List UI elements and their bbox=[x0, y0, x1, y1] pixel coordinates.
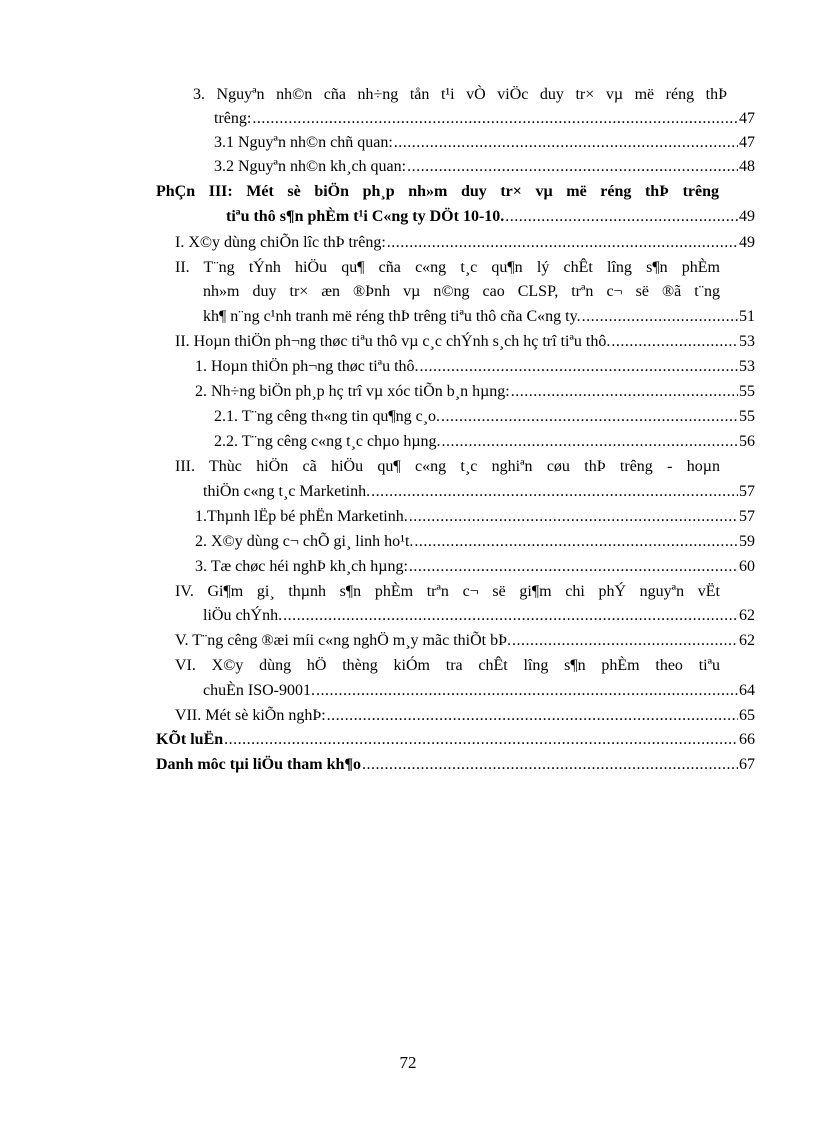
toc-entry-text: 2. X©y dùng c¬ chÕ gi¸ linh ho¹t. bbox=[195, 533, 414, 550]
toc-page-number: 62 bbox=[739, 632, 755, 649]
toc-entry-text: Danh môc tµi liÖu tham kh¶o bbox=[156, 756, 361, 773]
toc-entry-causes-heading-cont bbox=[214, 107, 755, 131]
dot-leader bbox=[512, 629, 738, 653]
dot-leader bbox=[371, 480, 738, 504]
toc-entry-sales-promotion bbox=[195, 380, 755, 404]
toc-entry-text: VI. X©y dùng hÖ thèng kiÓm tra chÊt lîng s¶n phÈm theo tiªu bbox=[175, 657, 720, 674]
toc-entry-text: tiªu thô s¶n phÈm t¹i C«ng ty DÖt 10-10. bbox=[226, 208, 505, 225]
toc-entry-text: II. T¨ng tÝnh hiÖu qu¶ cña c«ng t¸c qu¶n lý chÊt lîng s¶n phÈm bbox=[175, 259, 720, 276]
dot-leader bbox=[611, 330, 738, 354]
toc-entry-advertising bbox=[214, 405, 755, 429]
toc-entry-section-ii-sales bbox=[175, 330, 755, 354]
dot-leader bbox=[414, 530, 738, 554]
toc-entry-offering bbox=[214, 430, 755, 454]
toc-entry-section-vi-cont bbox=[203, 679, 755, 703]
toc-entry-marketing-dept bbox=[195, 505, 755, 529]
toc-entry-text: nh»m duy tr× æn ®Þnh vµ n©ng cao CLSP, trªn c¬ së ®ã t¨ng bbox=[203, 283, 720, 300]
toc-entry-section-ii-quality bbox=[175, 256, 720, 280]
toc-entry-causes-heading bbox=[193, 83, 727, 107]
toc-entry-text: III. Thùc hiÖn cã hiÖu qu¶ c«ng t¸c nghiªn cøu thÞ trêng - hoµn bbox=[175, 458, 720, 475]
toc-entry-pricing bbox=[195, 530, 755, 554]
dot-leader bbox=[224, 728, 738, 752]
dot-leader bbox=[409, 505, 738, 529]
toc-entry-text: thiÖn c«ng t¸c Marketinh. bbox=[203, 483, 371, 500]
toc-entry-section-ii-quality-cont1 bbox=[203, 280, 720, 304]
toc-entry-text: V. T¨ng cêng ®æi míi c«ng nghÖ m¸y mãc thiÕt bÞ. bbox=[175, 632, 511, 649]
toc-page-number: 53 bbox=[739, 333, 755, 350]
toc-entry-text: chuÈn ISO-9001. bbox=[203, 682, 315, 699]
toc-entry-text: 3.2 Nguyªn nh©n kh¸ch quan: bbox=[214, 158, 407, 175]
toc-page-number: 53 bbox=[739, 358, 755, 375]
toc-page-number: 49 bbox=[739, 208, 755, 225]
dot-leader bbox=[420, 355, 738, 379]
toc-entry-text: trêng: bbox=[214, 110, 252, 127]
toc-page-number: 57 bbox=[739, 508, 755, 525]
toc-entry-section-ii-quality-cont2 bbox=[203, 305, 755, 329]
dot-leader bbox=[327, 704, 738, 728]
toc-page-number: 66 bbox=[739, 731, 755, 748]
dot-leader bbox=[582, 305, 738, 329]
toc-page-number: 57 bbox=[739, 483, 755, 500]
dot-leader bbox=[283, 604, 738, 628]
toc-entry-text: 2. Nh÷ng biÖn ph¸p hç trî vµ xóc tiÕn b¸n hµng: bbox=[195, 383, 510, 400]
toc-entry-text: 2.1. T¨ng cêng th«ng tin qu¶ng c¸o. bbox=[214, 408, 441, 425]
toc-page-number: 55 bbox=[739, 408, 755, 425]
toc-page-number: 47 bbox=[739, 110, 755, 127]
dot-leader bbox=[407, 155, 738, 179]
dot-leader bbox=[505, 205, 738, 229]
toc-page-number: 47 bbox=[739, 134, 755, 151]
toc-page-number: 56 bbox=[739, 433, 755, 450]
toc-entry-section-i bbox=[175, 231, 755, 255]
dot-leader bbox=[362, 753, 738, 777]
dot-leader bbox=[252, 107, 738, 131]
toc-page-number: 64 bbox=[739, 682, 755, 699]
toc-entry-text: liÖu chÝnh. bbox=[203, 607, 283, 624]
toc-entry-sales-methods bbox=[195, 355, 755, 379]
toc-entry-text: 2.2. T¨ng cêng c«ng t¸c chµo hµng. bbox=[214, 433, 441, 450]
toc-entry-text: KÕt luËn bbox=[156, 731, 224, 748]
toc-entry-text: 1.Thµnh lËp bé phËn Marketinh. bbox=[195, 508, 408, 525]
page-number: 72 bbox=[399, 1053, 417, 1072]
toc-entry-text: II. Hoµn thiÖn ph¬ng thøc tiªu thô vµ c¸c chÝnh s¸ch hç trî tiªu thô. bbox=[175, 333, 611, 350]
toc-entry-text: PhÇn III: Mét sè biÖn ph¸p nh»m duy tr× vµ më réng thÞ trêng bbox=[156, 183, 719, 200]
toc-entry-conclusion bbox=[156, 728, 755, 752]
toc-entry-section-vii bbox=[175, 704, 755, 728]
toc-entry-text: 3.1 Nguyªn nh©n chñ quan: bbox=[214, 134, 393, 151]
toc-entry-section-vi bbox=[175, 654, 720, 678]
dot-leader bbox=[409, 555, 738, 579]
toc-entry-section-iii-cont bbox=[203, 480, 755, 504]
toc-entry-text: 3. Nguyªn nh©n cña nh÷ng tån t¹i vÒ viÖc duy tr× vµ më réng thÞ bbox=[193, 86, 727, 103]
dot-leader bbox=[316, 679, 738, 703]
dot-leader bbox=[441, 405, 738, 429]
toc-entry-text: VII. Mét sè kiÕn nghÞ: bbox=[175, 707, 326, 724]
toc-page-number: 67 bbox=[739, 756, 755, 773]
toc-entry-section-v bbox=[175, 629, 755, 653]
dot-leader bbox=[511, 380, 738, 404]
toc-entry-part-three bbox=[156, 180, 719, 204]
toc-entry-section-iii bbox=[175, 455, 720, 479]
toc-entry-text: IV. Gi¶m gi¸ thµnh s¶n phÈm trªn c¬ së gi¶m chi phÝ nguyªn vËt bbox=[175, 583, 720, 600]
toc-entry-objective-causes bbox=[214, 155, 755, 179]
toc-entry-subjective-causes bbox=[214, 131, 755, 155]
toc-page-number: 62 bbox=[739, 607, 755, 624]
toc-page-number: 65 bbox=[739, 707, 755, 724]
toc-entry-text: kh¶ n¨ng c¹nh tranh më réng thÞ trêng tiªu thô cña C«ng ty. bbox=[203, 308, 581, 325]
toc-entry-part-three-cont bbox=[226, 205, 755, 229]
toc-entry-customer-conference bbox=[195, 555, 755, 579]
toc-page-number: 60 bbox=[739, 558, 755, 575]
toc-entry-text: 3. Tæ chøc héi nghÞ kh¸ch hµng: bbox=[195, 558, 408, 575]
toc-page-number: 51 bbox=[739, 308, 755, 325]
toc-entry-text: I. X©y dùng chiÕn lîc thÞ trêng: bbox=[175, 234, 386, 251]
toc-page-number: 59 bbox=[739, 533, 755, 550]
toc-page-number: 55 bbox=[739, 383, 755, 400]
toc-entry-section-iv-cont bbox=[203, 604, 755, 628]
toc-entry-references bbox=[156, 753, 755, 777]
toc-entry-text: 1. Hoµn thiÖn ph¬ng thøc tiªu thô. bbox=[195, 358, 419, 375]
dot-leader bbox=[387, 231, 738, 255]
dot-leader bbox=[442, 430, 738, 454]
toc-page-number: 49 bbox=[739, 234, 755, 251]
toc-entry-section-iv bbox=[175, 580, 720, 604]
toc-page-number: 48 bbox=[739, 158, 755, 175]
dot-leader bbox=[394, 131, 738, 155]
